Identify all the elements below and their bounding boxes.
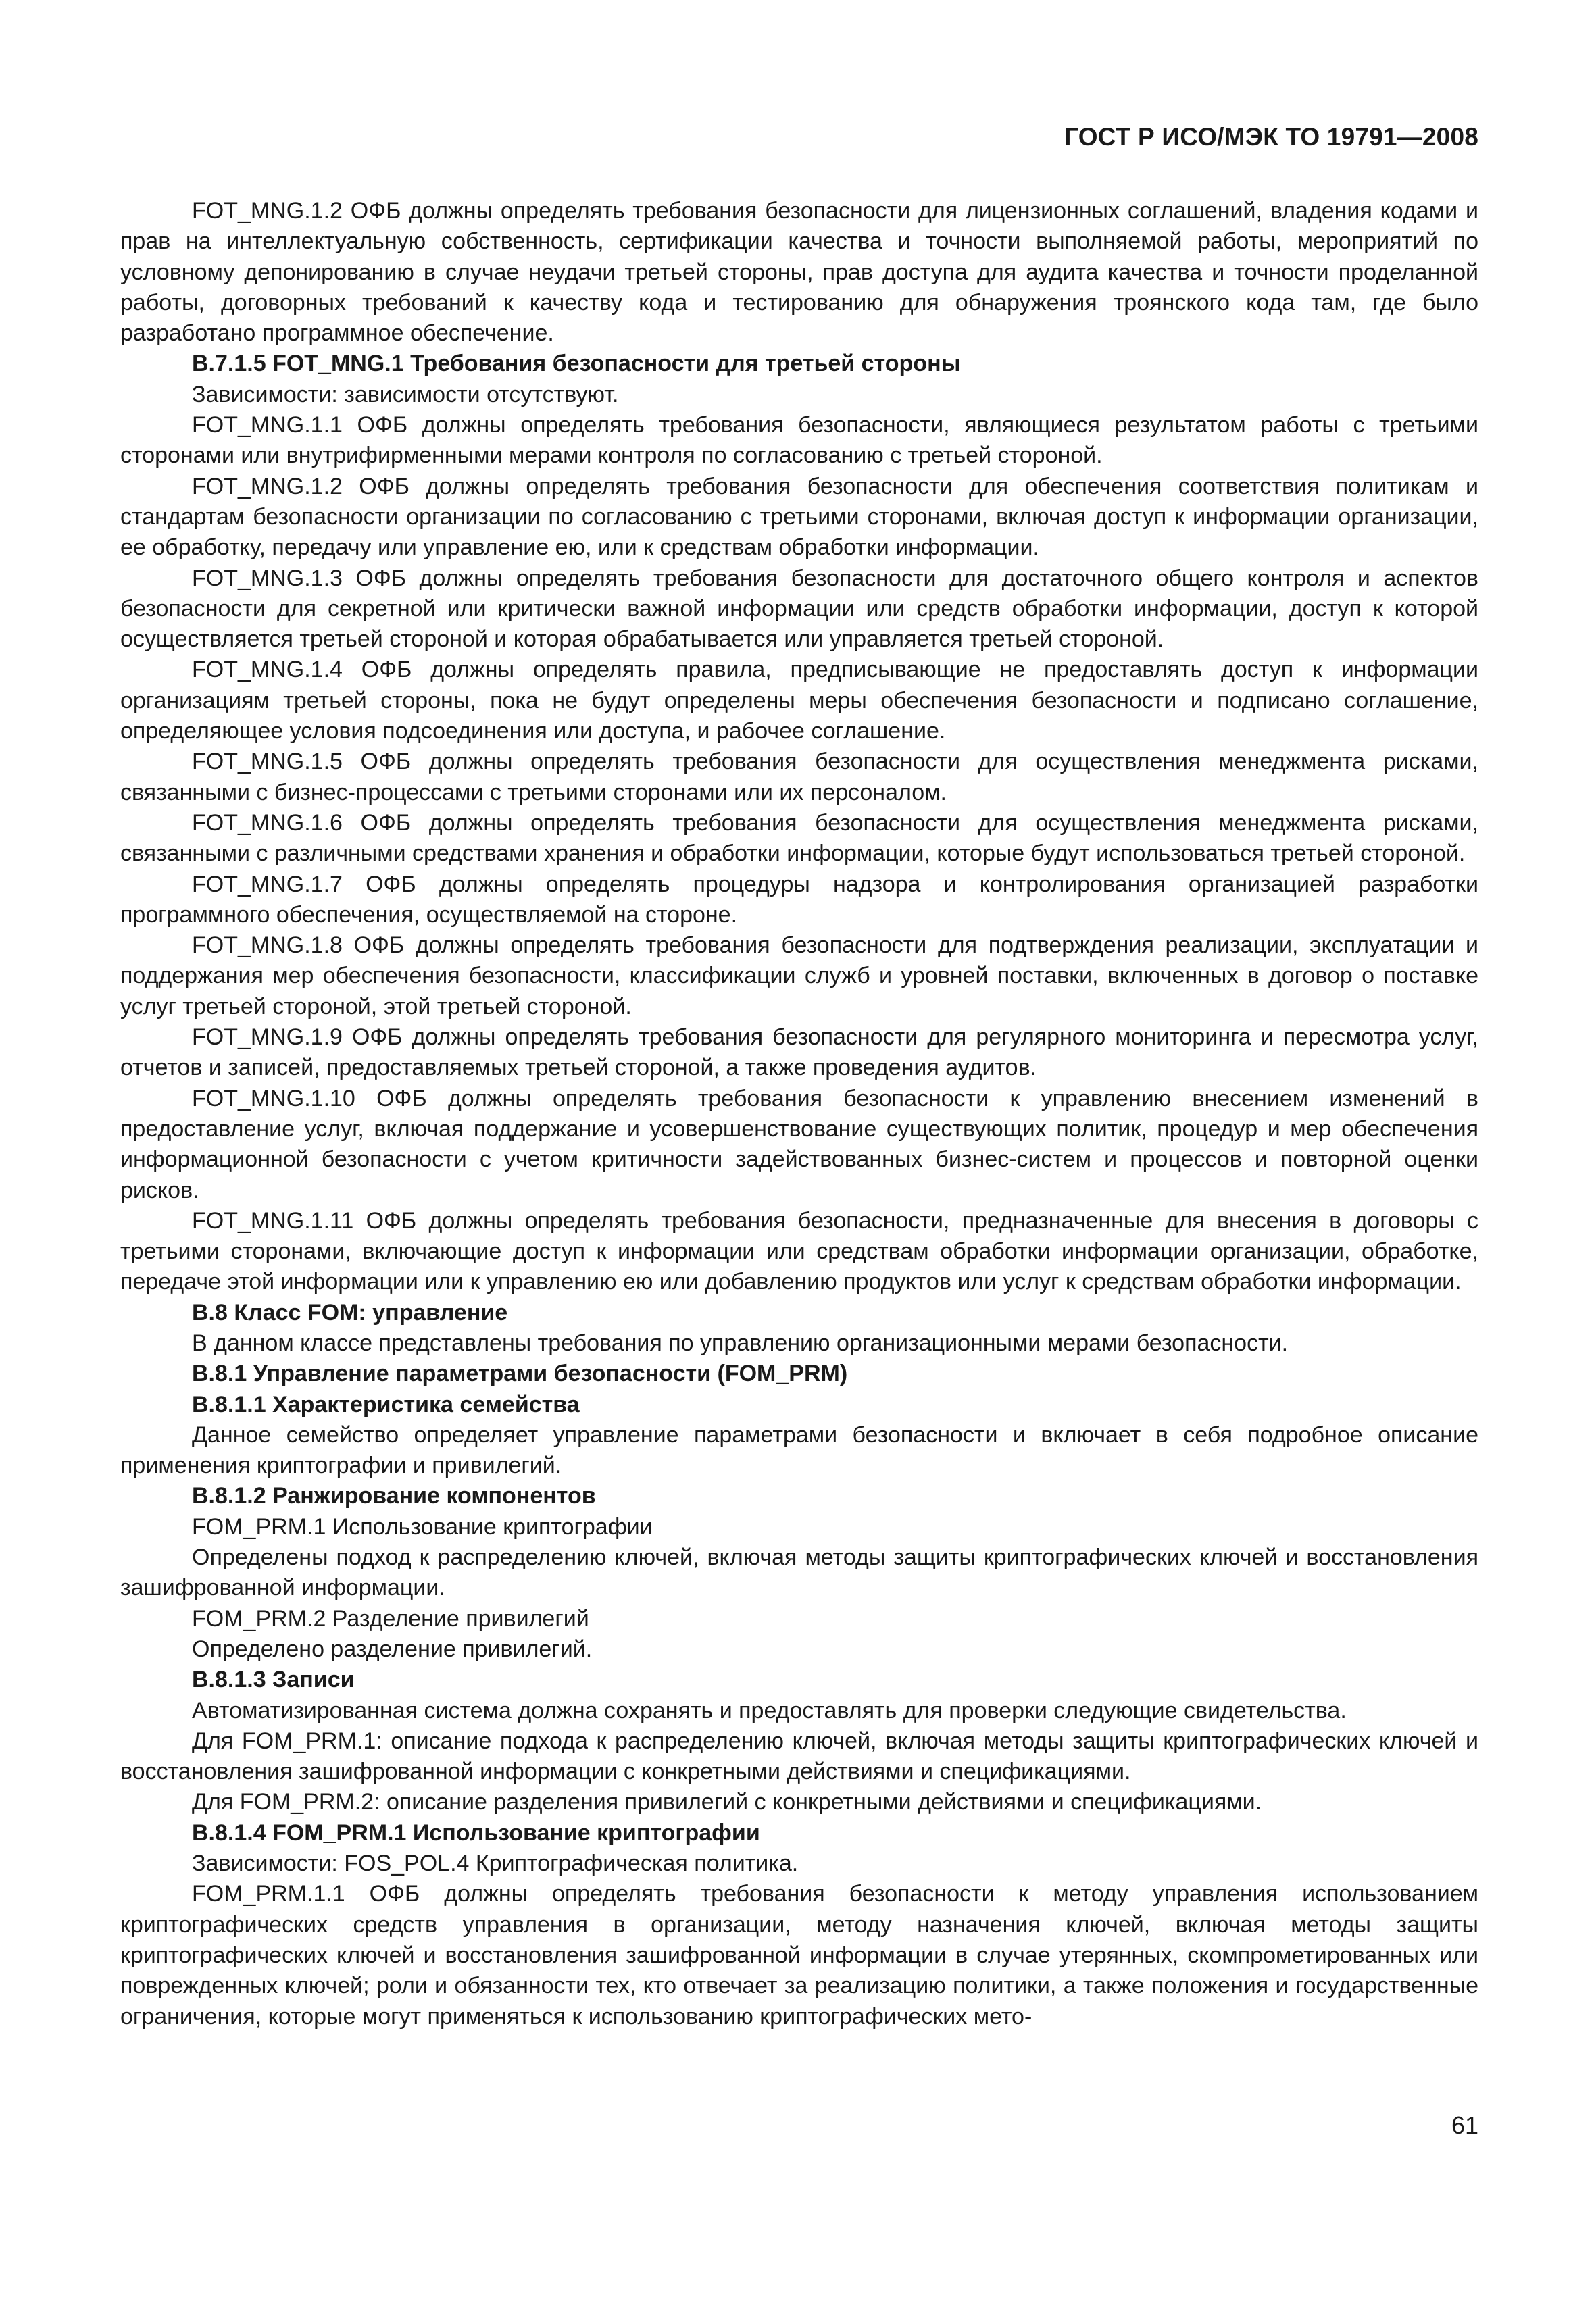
- paragraph: Данное семейство определяет управление параметрами безопасности и включает в себя подробное описание применения криптографии и привилегий.: [120, 1422, 1478, 1479]
- paragraph: Для FOM_PRM.1: описание подхода к распределению ключей, включая методы защиты криптографических ключей и восстановления зашифрованной информации с конкретными действиями и спецификациями.: [120, 1728, 1478, 1785]
- standard-header: ГОСТ Р ИСО/МЭК ТО 19791—2008: [1064, 123, 1478, 151]
- paragraph: FOT_MNG.1.1 ОФБ должны определять требования безопасности, являющиеся результатом работы с третьими сторонами или внутрифирменными мерами контроля по согласованию с третьей стороной.: [120, 412, 1478, 469]
- section-heading: В.8.1.1 Характеристика семейства: [192, 1391, 580, 1417]
- section-heading: В.8.1.2 Ранжирование компонентов: [192, 1483, 596, 1509]
- paragraph: FOM_PRM.1.1 ОФБ должны определять требования безопасности к методу управления использованием криптографических средств управления в организации, методу назначения ключей, включая методы защиты криптографических ключей и восстановления зашифрованной информации в случае утерянных, скомпрометированных или поврежденных ключей; роли и обязанности тех, кто отвечает за реализацию политики, а также положения и государственные ограничения, которые могут применяться к использованию криптографических мето-: [120, 1881, 1478, 2030]
- section-heading: В.8 Класс FOM: управление: [192, 1299, 508, 1326]
- paragraph: Зависимости: FOS_POL.4 Криптографическая политика.: [192, 1851, 799, 1877]
- section-heading: В.8.1.3 Записи: [192, 1667, 355, 1693]
- document-body: [120, 196, 1478, 2032]
- paragraph: FOT_MNG.1.7 ОФБ должны определять процедуры надзора и контролирования организацией разработки программного обеспечения, осуществляемой на стороне.: [120, 871, 1478, 928]
- paragraph: FOT_MNG.1.11 ОФБ должны определять требования безопасности, предназначенные для внесения в договоры с третьими сторонами, включающие доступ к информации или средствам обработки информации организации, обработке, передаче этой информации или к управлению ею или добавлению продуктов или услуг к средствам обработки информации.: [120, 1207, 1478, 1295]
- paragraph: Для FOM_PRM.2: описание разделения привилегий с конкретными действиями и спецификациями.: [192, 1789, 1262, 1815]
- paragraph: Определено разделение привилегий.: [192, 1636, 593, 1662]
- section-heading: В.7.1.5 FOT_MNG.1 Требования безопасности для третьей стороны: [192, 351, 961, 377]
- paragraph: FOT_MNG.1.6 ОФБ должны определять требования безопасности для осуществления менеджмента рисками, связанными с различными средствами хранения и обработки информации, которые будут использоваться третьей стороной.: [120, 809, 1478, 867]
- section-heading: В.8.1.4 FOM_PRM.1 Использование криптографии: [192, 1819, 760, 1846]
- paragraph: FOM_PRM.1 Использование криптографии: [192, 1513, 653, 1540]
- paragraph: Зависимости: зависимости отсутствуют.: [192, 381, 619, 407]
- page-number: 61: [1451, 2111, 1478, 2139]
- paragraph: FOM_PRM.2 Разделение привилегий: [192, 1605, 589, 1632]
- paragraph: FOT_MNG.1.5 ОФБ должны определять требования безопасности для осуществления менеджмента рисками, связанными с бизнес-процессами с третьими сторонами или их персоналом.: [120, 749, 1478, 805]
- paragraph: Автоматизированная система должна сохранять и предоставлять для проверки следующие свидетельства.: [192, 1697, 1347, 1724]
- paragraph: FOT_MNG.1.2 ОФБ должны определять требования безопасности для лицензионных соглашений, владения кодами и прав на интеллектуальную собственность, сертификации качества и точности выполняемой работы, мероприятий по условному депонированию в случае неудачи третьей стороны, прав доступа для аудита качества и точности проделанной работы, договорных требований к качеству кода и тестированию для обнаружения троянского кода там, где было разработано программное обеспечение.: [120, 198, 1478, 347]
- paragraph: FOT_MNG.1.2 ОФБ должны определять требования безопасности для обеспечения соответствия политикам и стандартам безопасности организации по согласованию с третьими сторонами, включая доступ к информации организации, ее обработку, передачу или управление ею, или к средствам обработки информации.: [120, 473, 1478, 561]
- paragraph: FOT_MNG.1.8 ОФБ должны определять требования безопасности для подтверждения реализации, эксплуатации и поддержания мер обеспечения безопасности, классификации служб и уровней поставки, включенных в договор о поставке услуг третьей стороной, этой третьей стороной.: [120, 932, 1478, 1020]
- paragraph: FOT_MNG.1.9 ОФБ должны определять требования безопасности для регулярного мониторинга и пересмотра услуг, отчетов и записей, предоставляемых третьей стороной, а также проведения аудитов.: [120, 1024, 1478, 1081]
- paragraph: В данном классе представлены требования по управлению организационными мерами безопасности.: [192, 1330, 1289, 1356]
- paragraph: FOT_MNG.1.4 ОФБ должны определять правила, предписывающие не предоставлять доступ к информации организациям третьей стороны, пока не будут определены меры обеспечения безопасности и подписано соглашение, определяющее условия подсоединения или доступа, и рабочее соглашение.: [120, 657, 1478, 745]
- paragraph: FOT_MNG.1.10 ОФБ должны определять требования безопасности к управлению внесением изменений в предоставление услуг, включая поддержание и усовершенствование существующих политик, процедур и мер обеспечения информационной безопасности с учетом критичности задействованных бизнес-систем и процессов и повторной оценки рисков.: [120, 1085, 1478, 1203]
- paragraph: Определены подход к распределению ключей, включая методы защиты криптографических ключей и восстановления зашифрованной информации.: [120, 1544, 1478, 1601]
- section-heading: В.8.1 Управление параметрами безопасности (FOM_PRM): [192, 1361, 848, 1387]
- paragraph: FOT_MNG.1.3 ОФБ должны определять требования безопасности для достаточного общего контроля и аспектов безопасности для секретной или критически важной информации или средств обработки информации, доступ к которой осуществляется третьей стороной и которая обрабатывается или управляется третьей стороной.: [120, 565, 1478, 653]
